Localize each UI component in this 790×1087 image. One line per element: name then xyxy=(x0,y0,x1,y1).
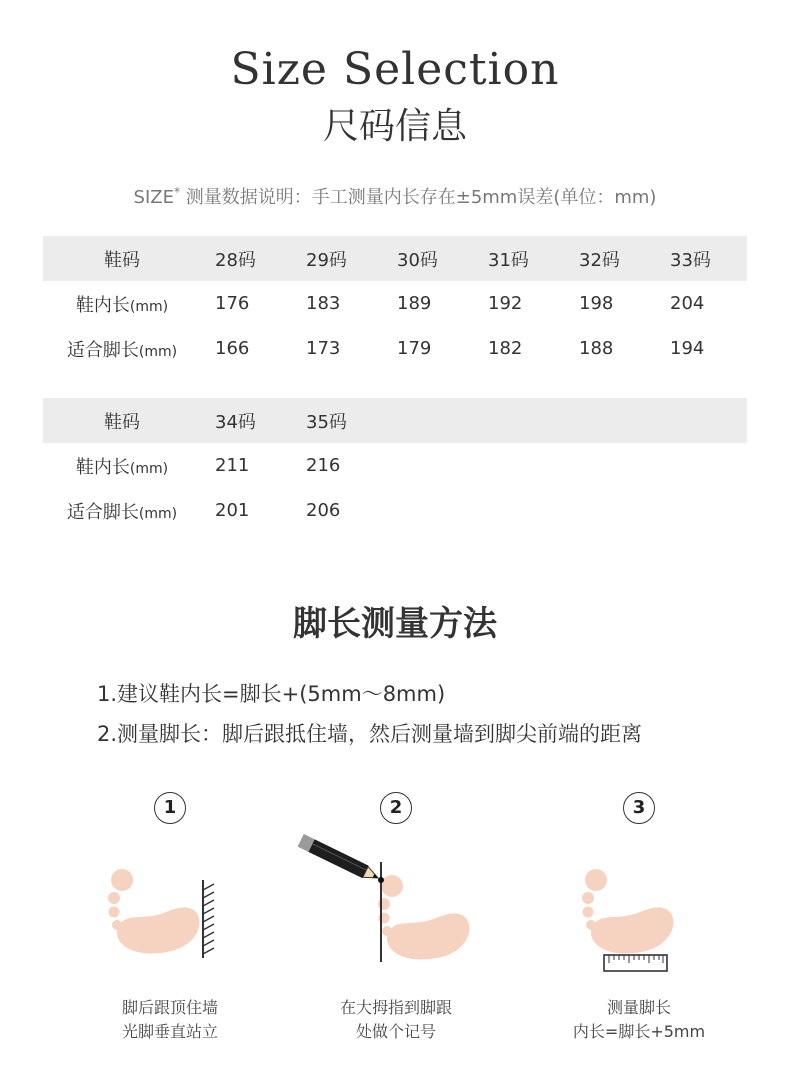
row-label: 适合脚长(mm) xyxy=(66,501,178,523)
header-cell: 34码 xyxy=(201,398,292,443)
row-label: 鞋内长(mm) xyxy=(75,456,169,478)
table-cell: 173 xyxy=(306,338,341,359)
table-cell: 198 xyxy=(579,293,614,314)
foot-pencil-icon xyxy=(298,834,470,962)
step-number: 2 xyxy=(380,792,412,824)
page-title-en: Size Selection xyxy=(230,44,560,95)
page-title-cn: 尺码信息 xyxy=(322,106,467,147)
step-3-caption: 测量脚长 内长=脚长+5mm xyxy=(572,998,706,1041)
header-cell: 32码 xyxy=(565,236,656,281)
header-cell: 29码 xyxy=(292,236,383,281)
table-cell: 216 xyxy=(306,455,341,476)
header-cell: 鞋码 xyxy=(43,398,201,443)
row-label: 鞋内长(mm) xyxy=(75,294,169,316)
table-cell: 206 xyxy=(306,500,341,521)
table-cell: 192 xyxy=(488,293,523,314)
table-cell: 179 xyxy=(397,338,432,359)
step-number: 1 xyxy=(154,792,186,824)
instruction-1: 1.建议鞋内长=脚长+(5mm～8mm) xyxy=(97,682,446,706)
instruction-2: 2.测量脚长：脚后跟抵住墙，然后测量墙到脚尖前端的距离 xyxy=(97,722,643,746)
header-cell: 35码 xyxy=(292,398,383,443)
step-2-caption: 在大拇指到脚跟 处做个记号 xyxy=(339,998,452,1041)
header-cell: 31码 xyxy=(474,236,565,281)
measurement-note: SIZE* 测量数据说明：手工测量内长存在±5mm误差(单位：mm) xyxy=(133,185,657,208)
table-cell: 182 xyxy=(488,338,523,359)
step-number: 3 xyxy=(623,792,655,824)
table-cell: 211 xyxy=(215,455,250,476)
table-cell: 188 xyxy=(579,338,614,359)
header-cell: 30码 xyxy=(383,236,474,281)
foot-ruler-icon xyxy=(582,869,673,971)
table-cell: 183 xyxy=(306,293,341,314)
row-label: 适合脚长(mm) xyxy=(66,339,178,361)
header-cell: 33码 xyxy=(656,236,747,281)
header-cell: 28码 xyxy=(201,236,292,281)
table-cell: 176 xyxy=(215,293,250,314)
table-cell: 204 xyxy=(670,293,705,314)
table-cell: 194 xyxy=(670,338,705,359)
header-cell: 鞋码 xyxy=(43,236,201,281)
foot-wall-icon xyxy=(108,869,214,958)
table-cell: 189 xyxy=(397,293,432,314)
step-1-caption: 脚后跟顶住墙 光脚垂直站立 xyxy=(121,998,218,1041)
table-cell: 166 xyxy=(215,338,250,359)
table-cell: 201 xyxy=(215,500,250,521)
method-title: 脚长测量方法 xyxy=(293,604,497,644)
